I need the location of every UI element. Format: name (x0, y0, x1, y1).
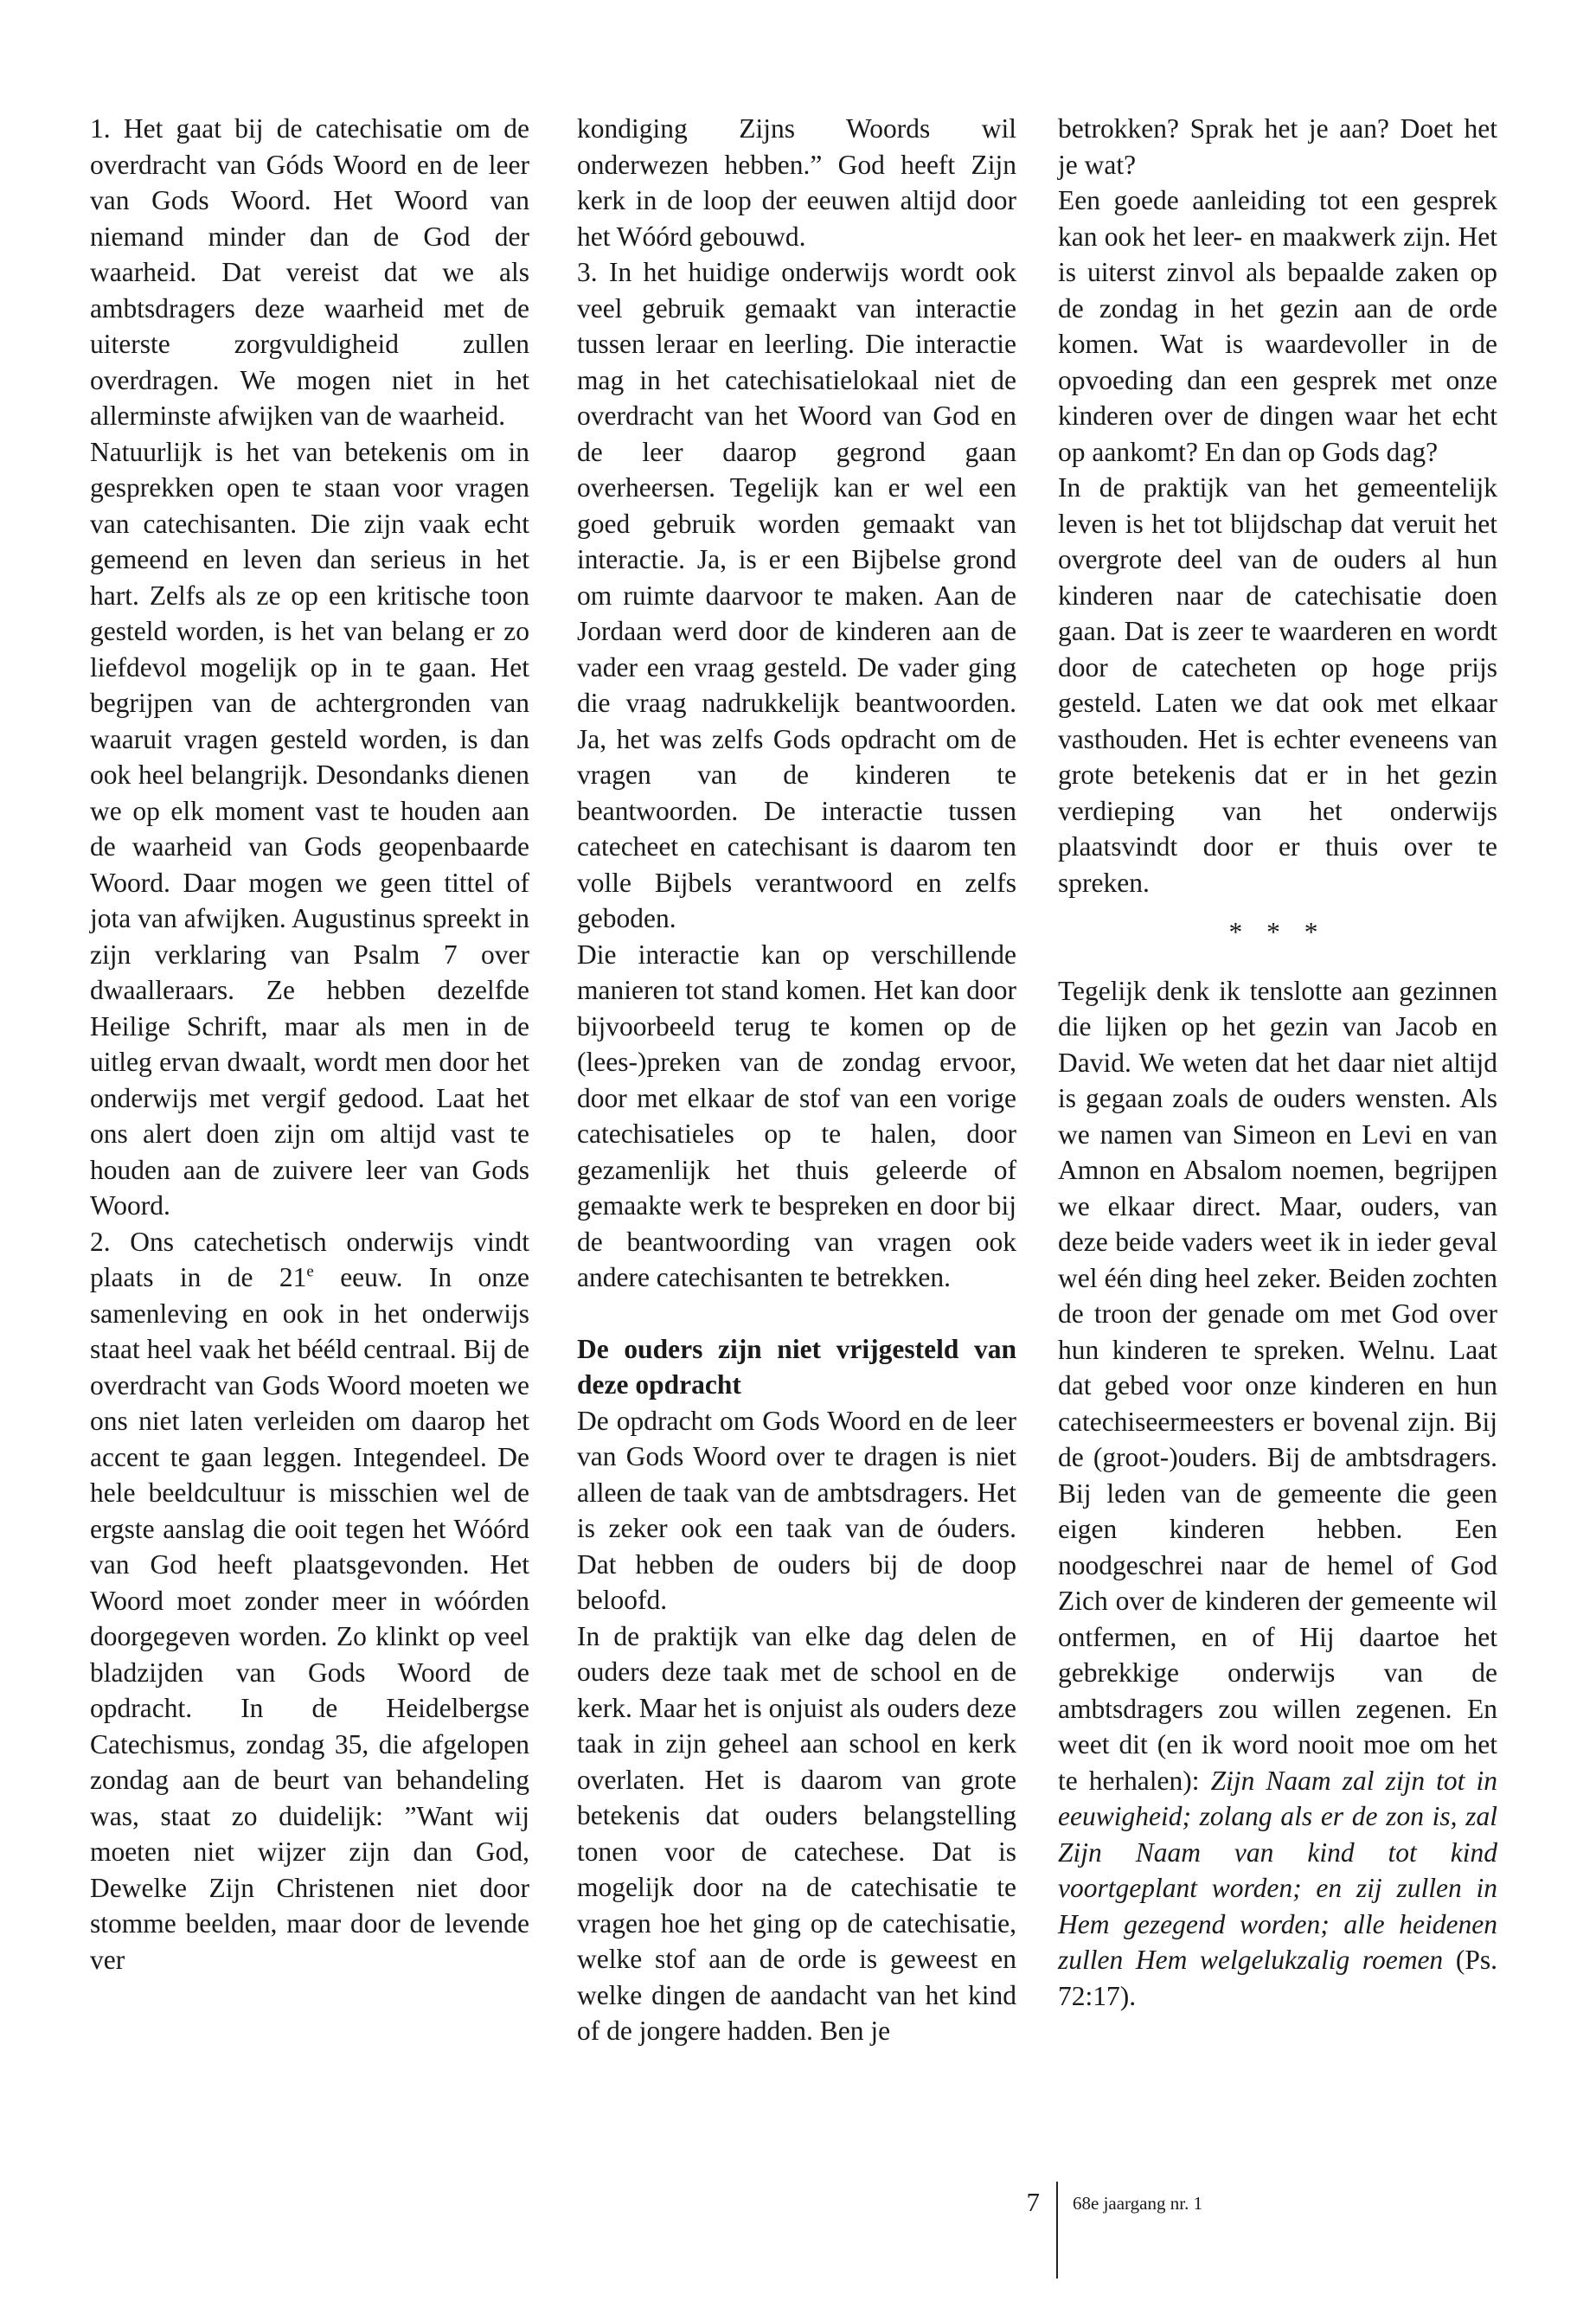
paragraph: Die interactie kan op verschillende manieren tot stand komen. Het kan door bijvoorbeeld terug te komen op de (lees-)preken van de zondag ervoor, door met elkaar de stof van een vorige catechisatieles op te halen, door gezamenlijk het thuis geleerde of gemaakte werk te bespreken en door bij de beantwoording van vragen ook andere catechisanten te betrekken. (577, 939, 1016, 1292)
journal-issue-info: 68e jaargang nr. 1 (1073, 2193, 1203, 2214)
paragraph-text: Tegelijk denk ik tenslotte aan gezinnen die lijken op het gezin van Jacob en David. We weten dat het daar niet altijd is gegaan zoals de ouders wensten. Als we namen van Simeon en Levi en van Amnon en Absalom noemen, begrijpen we elkaar direct. Maar, ouders, van deze beide vaders weet ik in ieder geval wel één ding heel zeker. Beiden zochten de troon der genade om met God over hun kinderen te spreken. Welnu. Laat dat gebed voor onze kinderen en hun catechiseermeesters er bovenal zijn. Bij de (groot-)ouders. Bij de ambtsdragers. Bij leden van de gemeente die geen eigen kinderen hebben. Een noodgeschrei naar de hemel of God Zich over de kinderen der gemeente wil ontfermen, en of Hij daartoe het gebrekkige onderwijs van de ambtsdragers zou willen zegenen. En weet dit (en ik word nooit moe om het te herhalen): (1058, 975, 1497, 1796)
page-number: 7 (1026, 2187, 1040, 2217)
text-column-3 (1058, 111, 1497, 2014)
paragraph: Een goede aanleiding tot een gesprek kan ook het leer- en maakwerk zijn. Het is uiterst zinvol als bepaalde zaken op de zondag in het gezin aan de orde komen. Wat is waardevoller in de opvoeding dan een gesprek met onze kinderen over de dingen waar het echt op aankomt? En dan op Gods dag? (1058, 185, 1497, 467)
paragraph: In de praktijk van het gemeentelijk leven is het tot blijdschap dat veruit het overgrote deel van de ouders al hun kinderen naar de catechisatie doen gaan. Dat is zeer te waarderen en wordt door de catecheten op hoge prijs gesteld. Laten we dat ook met elkaar vasthouden. Het is echter eveneens van grote betekenis dat er in het gezin verdieping van het onderwijs plaatsvindt door er thuis over te spreken. (1058, 472, 1497, 898)
paragraph: kondiging Zijns Woords wil onderwezen hebben.” God heeft Zijn kerk in de loop der eeuwen altijd door het Wóórd gebouwd. (577, 113, 1016, 252)
footer-divider (1056, 2182, 1058, 2279)
scripture-reference: (Ps. 72:17). (1058, 1945, 1497, 2011)
paragraph (90, 1224, 529, 1978)
section-heading: De ouders zijn niet vrijgesteld van deze opdracht (577, 1333, 1016, 1400)
paragraph-text: eeuw. In onze samenleving en ook in het onderwijs staat heel vaak het bééld centraal. Bij de overdracht van Gods Woord moeten we ons niet laten verleiden om daarop het accent te gaan leggen. Integendeel. De hele beeldcultuur is misschien wel de ergste aanslag die ooit tegen het Wóórd van God heeft plaatsgevonden. Het Woord moet zonder meer in wóórden doorgegeven worden. Zo klinkt op veel bladzijden van Gods Woord de opdracht. In de Heidelbergse Catechismus, zondag 35, die afgelopen zondag aan de beurt van behandeling was, staat zo duidelijk: ”Want wij moeten niet wijzer zijn dan God, Dewelke Zijn Christenen niet door stomme beelden, maar door de levende ver (90, 1262, 529, 1975)
superscript: e (306, 1262, 314, 1281)
paragraph (1058, 973, 1497, 2015)
section-divider: * * * (1228, 917, 1327, 947)
paragraph: Natuurlijk is het van betekenis om in gesprekken open te staan voor vragen van catechisanten. Die zijn vaak echt gemeend en leven dan serieus in het hart. Zelfs als ze op een kritische toon gesteld worden, is het van belang er zo liefdevol mogelijk op in te gaan. Het begrijpen van de achtergronden van waaruit vragen gesteld worden, is dan ook heel belangrijk. Desondanks dienen we op elk moment vast te houden aan de waarheid van Gods geopenbaarde Woord. Daar mogen we geen tittel of jota van afwijken. Augustinus spreekt in zijn verklaring van Psalm 7 over dwaalleraars. Ze hebben dezelfde Heilige Schrift, maar als men in de uitleg ervan dwaalt, wordt men door het onderwijs met vergif gedood. Laat het ons alert doen zijn om altijd vast te houden aan de zuivere leer van Gods Woord. (90, 436, 529, 1221)
paragraph: 1. Het gaat bij de catechisatie om de overdracht van Góds Woord en de leer van Gods Woord. Het Woord van niemand minder dan de God der waarheid. Dat vereist dat we als ambtsdragers deze waarheid met de uiterste zorgvuldigheid zullen overdragen. We mogen niet in het allerminste afwijken van de waarheid. (90, 113, 529, 431)
paragraph-text: 2. Ons catechetisch onderwijs vindt plaats in de 21 (90, 1226, 529, 1292)
scripture-quote: Zijn Naam zal zijn tot in eeuwigheid; zolang als er de zon is, zal Zijn Naam van kind tot kind voortgeplant worden; en zij zullen in Hem gezegend worden; alle heidenen zullen Hem welgelukzalig roemen (1058, 1765, 1497, 1975)
paragraph: De opdracht om Gods Woord en de leer van Gods Woord over te dragen is niet alleen de taak van de ambtsdragers. Het is zeker ook een taak van de óuders. Dat hebben de ouders bij de doop beloofd. (577, 1405, 1016, 1615)
paragraph: betrokken? Sprak het je aan? Doet het je wat? (1058, 113, 1497, 180)
text-column-1 (90, 111, 529, 1977)
paragraph: In de praktijk van elke dag delen de ouders deze taak met de school en de kerk. Maar het is onjuist als ouders deze taak in zijn geheel aan school en kerk overlaten. Het is daarom van grote betekenis dat ouders belangstelling tonen voor de catechese. Dat is mogelijk door na de catechisatie te vragen hoe het ging op de catechisatie, welke stof aan de orde is geweest en welke dingen de aandacht van het kind of de jongere hadden. Ben je (577, 1620, 1016, 2046)
text-column-2 (577, 111, 1016, 2049)
paragraph: 3. In het huidige onderwijs wordt ook veel gebruik gemaakt van interactie tussen leraar en leerling. Die interactie mag in het catechisatielokaal niet de overdracht van het Woord van God en de leer daarop gegrond gaan overheersen. Tegelijk kan er wel een goed gebruik worden gemaakt van interactie. Ja, is er een Bijbelse grond om ruimte daarvoor te maken. Aan de Jordaan werd door de kinderen aan de vader een vraag gesteld. De vader ging die vraag nadrukkelijk beantwoorden. Ja, het was zelfs Gods opdracht om de vragen van de kinderen te beantwoorden. De interactie tussen catecheet en catechisant is daarom ten volle Bijbels verantwoord en zelfs geboden. (577, 257, 1016, 933)
